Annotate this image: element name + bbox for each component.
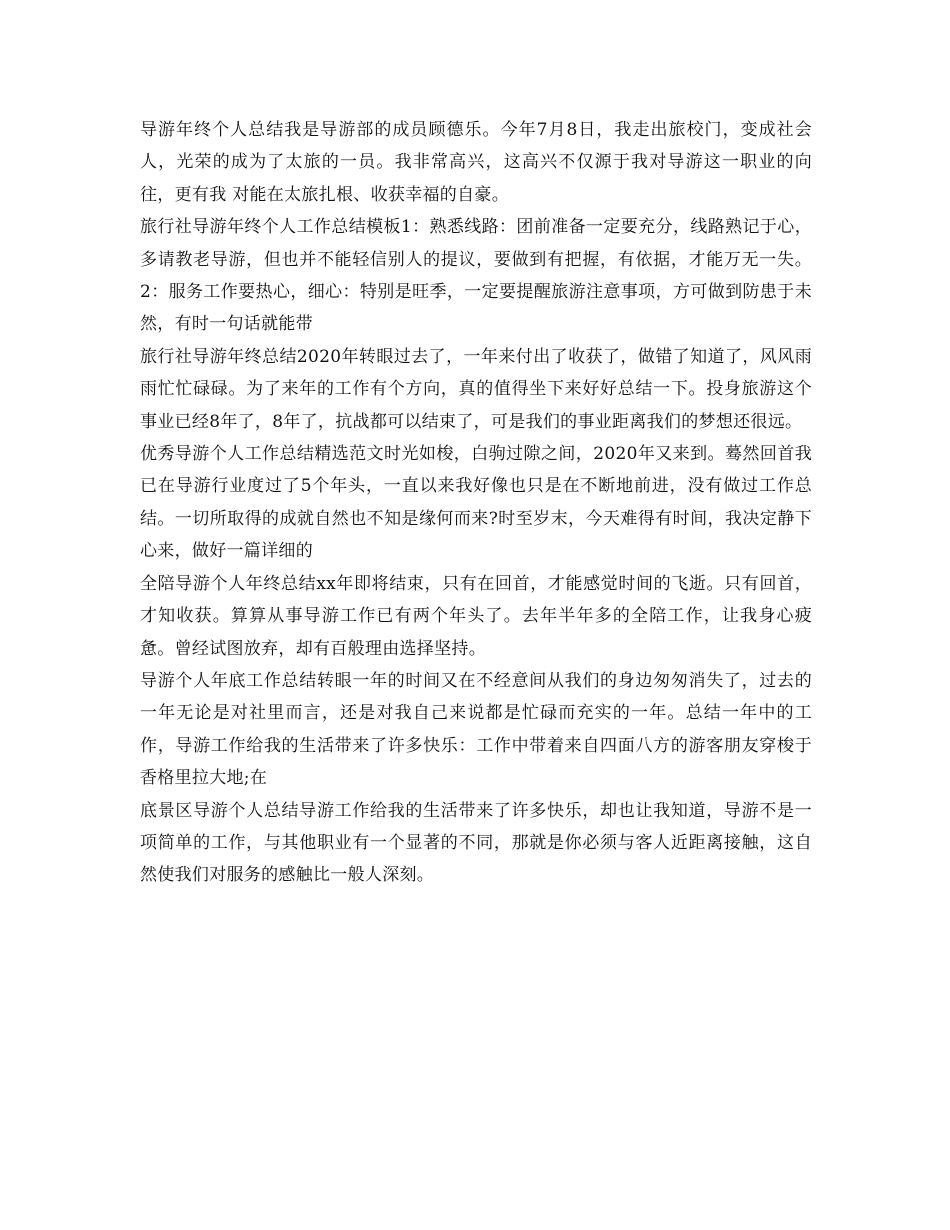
document-body — [140, 114, 812, 892]
paragraph-5: 全陪导游个人年终总结xx年即将结束，只有在回首，才能感觉时间的飞逝。只有回首，才知收获。算算从事导游工作已有两个年头了。去年半年多的全陪工作，让我身心疲惫。曾经试图放弃，却有百般理由选择坚持。 — [140, 573, 812, 659]
paragraph-2: 旅行社导游年终个人工作总结模板1：熟悉线路：团前准备一定要充分，线路熟记于心，多请教老导游，但也并不能轻信别人的提议，要做到有把握，有依据，才能万无一失。2：服务工作要热心，细心：特别是旺季，一定要提醒旅游注意事项，方可做到防患于未然，有时一句话就能带 — [140, 217, 812, 335]
paragraph-6: 导游个人年底工作总结转眼一年的时间又在不经意间从我们的身边匆匆消失了，过去的一年无论是对社里而言，还是对我自己来说都是忙碌而充实的一年。总结一年中的工作，导游工作给我的生活带来了许多快乐：工作中带着来自四面八方的游客朋友穿梭于香格里拉大地;在 — [140, 670, 812, 789]
paragraph-4: 优秀导游个人工作总结精选范文时光如梭，白驹过隙之间，2020年又来到。蓦然回首我已在导游行业度过了5个年头，一直以来我好像也只是在不断地前进，没有做过工作总结。一切所取得的成就自然也不知是缘何而来?时至岁末，今天难得有时间，我决定静下心来，做好一篇详细的 — [140, 444, 812, 562]
paragraph-3: 旅行社导游年终总结2020年转眼过去了，一年来付出了收获了，做错了知道了，风风雨雨忙忙碌碌。为了来年的工作有个方向，真的值得坐下来好好总结一下。投身旅游这个事业已经8年了，8年了，抗战都可以结束了，可是我们的事业距离我们的梦想还很远。 — [140, 346, 812, 432]
paragraph-1: 导游年终个人总结我是导游部的成员顾德乐。今年7月8日，我走出旅校门，变成社会人，光荣的成为了太旅的一员。我非常高兴，这高兴不仅源于我对导游这一职业的向往，更有我 对能在太旅扎根、收获幸福的自豪。 — [140, 120, 812, 205]
paragraph-7: 底景区导游个人总结导游工作给我的生活带来了许多快乐，却也让我知道，导游不是一项简单的工作，与其他职业有一个显著的不同，那就是你必须与客人近距离接触，这自然使我们对服务的感触比一般人深刻。 — [140, 800, 812, 886]
